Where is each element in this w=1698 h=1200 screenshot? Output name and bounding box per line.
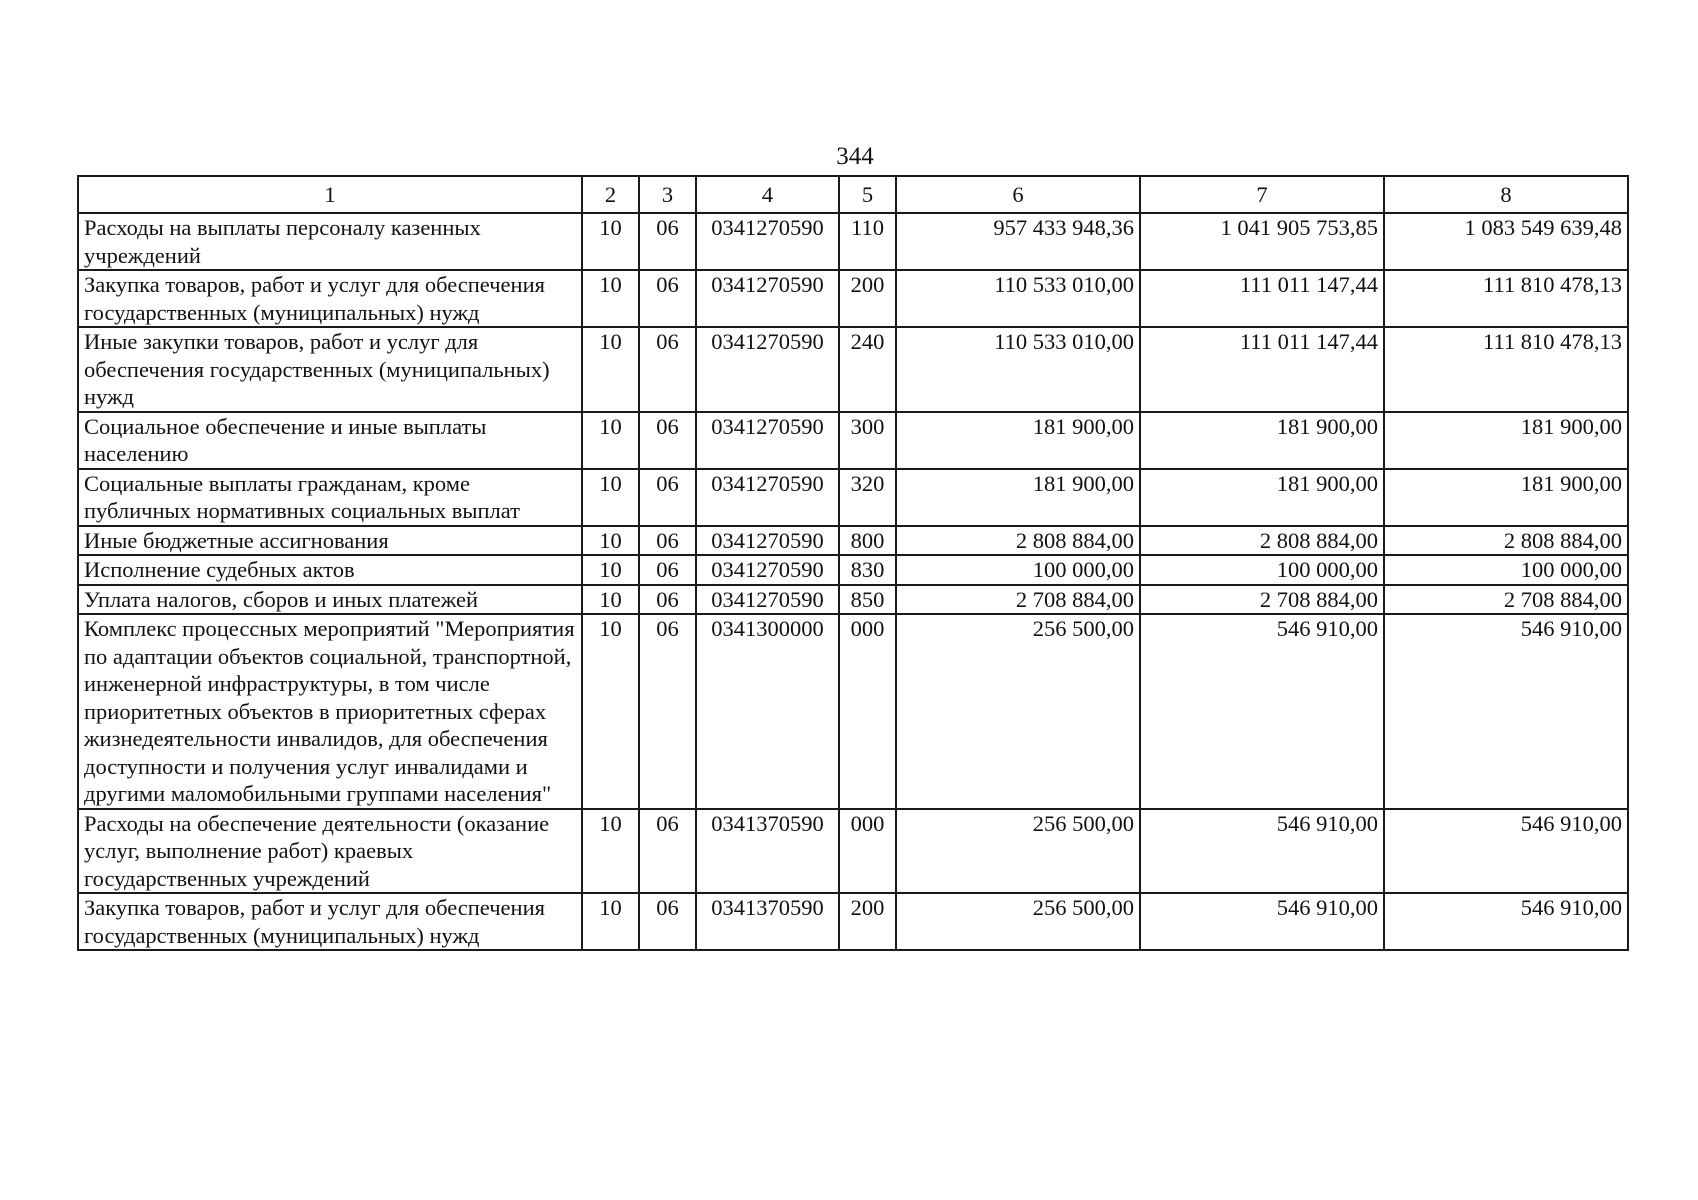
row-amount-year-2: 546 910,00 bbox=[1140, 809, 1384, 894]
row-section: 10 bbox=[582, 809, 639, 894]
row-target-code: 0341270590 bbox=[696, 270, 839, 327]
row-amount-year-1: 181 900,00 bbox=[896, 469, 1140, 526]
row-subsection: 06 bbox=[639, 893, 696, 950]
table-row bbox=[78, 469, 1628, 526]
header-col-5: 5 bbox=[839, 176, 896, 213]
table-row bbox=[78, 270, 1628, 327]
page-number: 344 bbox=[836, 143, 874, 170]
row-amount-year-2: 546 910,00 bbox=[1140, 893, 1384, 950]
row-amount-year-3: 111 810 478,13 bbox=[1384, 270, 1628, 327]
row-section: 10 bbox=[582, 614, 639, 809]
row-amount-year-3: 1 083 549 639,48 bbox=[1384, 213, 1628, 270]
row-expense-type: 830 bbox=[839, 555, 896, 585]
row-amount-year-2: 2 708 884,00 bbox=[1140, 585, 1384, 615]
row-amount-year-3: 2 808 884,00 bbox=[1384, 526, 1628, 556]
header-col-1: 1 bbox=[78, 176, 582, 213]
row-amount-year-1: 181 900,00 bbox=[896, 412, 1140, 469]
row-target-code: 0341370590 bbox=[696, 893, 839, 950]
row-amount-year-1: 110 533 010,00 bbox=[896, 327, 1140, 412]
row-amount-year-1: 256 500,00 bbox=[896, 614, 1140, 809]
table-row bbox=[78, 614, 1628, 809]
row-name: Иные бюджетные ассигнования bbox=[78, 526, 582, 556]
row-subsection: 06 bbox=[639, 213, 696, 270]
row-amount-year-3: 546 910,00 bbox=[1384, 893, 1628, 950]
row-amount-year-2: 111 011 147,44 bbox=[1140, 270, 1384, 327]
row-target-code: 0341300000 bbox=[696, 614, 839, 809]
row-subsection: 06 bbox=[639, 555, 696, 585]
row-target-code: 0341270590 bbox=[696, 412, 839, 469]
table-row bbox=[78, 412, 1628, 469]
row-amount-year-3: 546 910,00 bbox=[1384, 614, 1628, 809]
row-amount-year-3: 181 900,00 bbox=[1384, 469, 1628, 526]
row-expense-type: 320 bbox=[839, 469, 896, 526]
row-target-code: 0341270590 bbox=[696, 585, 839, 615]
row-section: 10 bbox=[582, 555, 639, 585]
row-amount-year-3: 546 910,00 bbox=[1384, 809, 1628, 894]
row-target-code: 0341270590 bbox=[696, 327, 839, 412]
row-section: 10 bbox=[582, 526, 639, 556]
row-amount-year-2: 100 000,00 bbox=[1140, 555, 1384, 585]
row-section: 10 bbox=[582, 469, 639, 526]
row-subsection: 06 bbox=[639, 469, 696, 526]
row-expense-type: 800 bbox=[839, 526, 896, 556]
row-section: 10 bbox=[582, 412, 639, 469]
row-subsection: 06 bbox=[639, 327, 696, 412]
row-expense-type: 850 bbox=[839, 585, 896, 615]
row-target-code: 0341270590 bbox=[696, 555, 839, 585]
header-col-6: 6 bbox=[896, 176, 1140, 213]
row-amount-year-3: 181 900,00 bbox=[1384, 412, 1628, 469]
row-section: 10 bbox=[582, 893, 639, 950]
row-expense-type: 300 bbox=[839, 412, 896, 469]
row-amount-year-2: 546 910,00 bbox=[1140, 614, 1384, 809]
row-expense-type: 000 bbox=[839, 614, 896, 809]
row-name: Закупка товаров, работ и услуг для обеспечения государственных (муниципальных) нужд bbox=[78, 270, 582, 327]
row-amount-year-1: 256 500,00 bbox=[896, 809, 1140, 894]
header-row bbox=[78, 176, 1628, 213]
row-amount-year-3: 100 000,00 bbox=[1384, 555, 1628, 585]
header-col-2: 2 bbox=[582, 176, 639, 213]
table-row bbox=[78, 893, 1628, 950]
row-amount-year-1: 100 000,00 bbox=[896, 555, 1140, 585]
row-expense-type: 240 bbox=[839, 327, 896, 412]
row-subsection: 06 bbox=[639, 585, 696, 615]
row-expense-type: 110 bbox=[839, 213, 896, 270]
budget-table bbox=[77, 175, 1629, 951]
row-section: 10 bbox=[582, 270, 639, 327]
row-target-code: 0341270590 bbox=[696, 469, 839, 526]
row-amount-year-2: 181 900,00 bbox=[1140, 469, 1384, 526]
row-subsection: 06 bbox=[639, 270, 696, 327]
row-name: Социальное обеспечение и иные выплаты населению bbox=[78, 412, 582, 469]
row-amount-year-2: 111 011 147,44 bbox=[1140, 327, 1384, 412]
row-section: 10 bbox=[582, 213, 639, 270]
row-amount-year-1: 957 433 948,36 bbox=[896, 213, 1140, 270]
row-target-code: 0341270590 bbox=[696, 526, 839, 556]
row-amount-year-1: 2 808 884,00 bbox=[896, 526, 1140, 556]
table-row bbox=[78, 585, 1628, 615]
row-name: Уплата налогов, сборов и иных платежей bbox=[78, 585, 582, 615]
row-amount-year-1: 110 533 010,00 bbox=[896, 270, 1140, 327]
header-col-7: 7 bbox=[1140, 176, 1384, 213]
row-section: 10 bbox=[582, 327, 639, 412]
row-amount-year-1: 2 708 884,00 bbox=[896, 585, 1140, 615]
row-subsection: 06 bbox=[639, 526, 696, 556]
row-target-code: 0341370590 bbox=[696, 809, 839, 894]
row-amount-year-3: 2 708 884,00 bbox=[1384, 585, 1628, 615]
row-expense-type: 200 bbox=[839, 270, 896, 327]
row-subsection: 06 bbox=[639, 412, 696, 469]
row-amount-year-2: 2 808 884,00 bbox=[1140, 526, 1384, 556]
row-name: Расходы на обеспечение деятельности (оказание услуг, выполнение работ) краевых государственных учреждений bbox=[78, 809, 582, 894]
row-target-code: 0341270590 bbox=[696, 213, 839, 270]
row-amount-year-2: 181 900,00 bbox=[1140, 412, 1384, 469]
row-subsection: 06 bbox=[639, 809, 696, 894]
row-name: Исполнение судебных актов bbox=[78, 555, 582, 585]
row-name: Иные закупки товаров, работ и услуг для обеспечения государственных (муниципальных) нужд bbox=[78, 327, 582, 412]
row-amount-year-1: 256 500,00 bbox=[896, 893, 1140, 950]
row-name: Расходы на выплаты персоналу казенных учреждений bbox=[78, 213, 582, 270]
table-row bbox=[78, 555, 1628, 585]
table-row bbox=[78, 327, 1628, 412]
row-expense-type: 000 bbox=[839, 809, 896, 894]
row-section: 10 bbox=[582, 585, 639, 615]
table-row bbox=[78, 809, 1628, 894]
header-col-8: 8 bbox=[1384, 176, 1628, 213]
table-row bbox=[78, 213, 1628, 270]
header-col-3: 3 bbox=[639, 176, 696, 213]
row-amount-year-3: 111 810 478,13 bbox=[1384, 327, 1628, 412]
row-amount-year-2: 1 041 905 753,85 bbox=[1140, 213, 1384, 270]
row-name: Закупка товаров, работ и услуг для обеспечения государственных (муниципальных) нужд bbox=[78, 893, 582, 950]
row-name: Социальные выплаты гражданам, кроме публичных нормативных социальных выплат bbox=[78, 469, 582, 526]
header-col-4: 4 bbox=[696, 176, 839, 213]
row-expense-type: 200 bbox=[839, 893, 896, 950]
row-name: Комплекс процессных мероприятий "Мероприятия по адаптации объектов социальной, транспортной, инженерной инфраструктуры, в том числе приоритетных объектов в приоритетных сферах жизнедеятельности инвалидов, для обеспечения доступности и получения услуг инвалидами и другими маломобильными группами населения" bbox=[78, 614, 582, 809]
table-row bbox=[78, 526, 1628, 556]
row-subsection: 06 bbox=[639, 614, 696, 809]
